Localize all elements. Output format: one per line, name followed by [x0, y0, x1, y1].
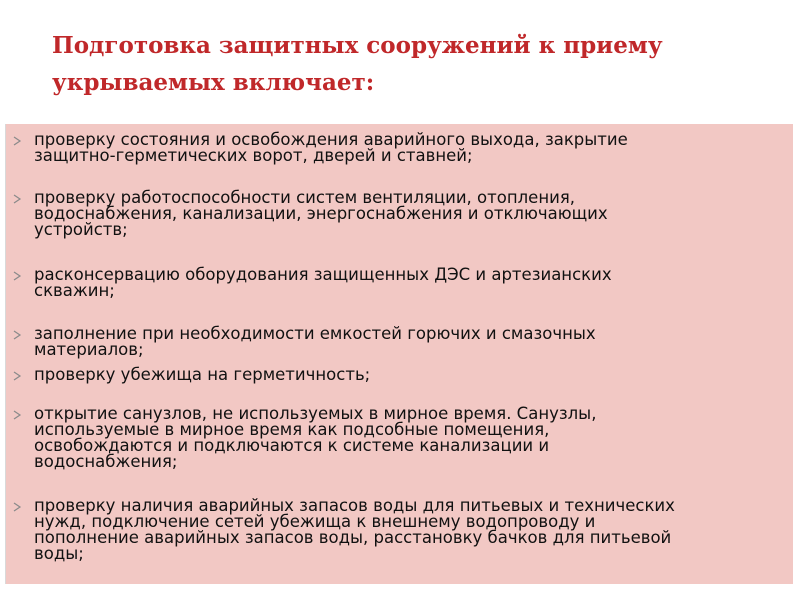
bullet-text: проверку убежища на герметичность; [34, 365, 371, 384]
bullet-marker-icon [12, 502, 22, 512]
bullet-text: проверку работоспособности систем вентиляции, отопления, водоснабжения, канализации, энергоснабжения и отключающих устройств; [34, 188, 608, 239]
bullet-text: проверку наличия аварийных запасов воды для питьевых и технических нужд, подключение сетей убежища к внешнему водопроводу и пополнение аварийных запасов воды, расстановку бачков для питьевой воды; [34, 496, 675, 563]
slide-title: Подготовка защитных сооружений к приему укрываемых включает: [52, 32, 663, 96]
content-panel [5, 124, 793, 584]
bullet-text: расконсервацию оборудования защищенных ДЭС и артезианских скважин; [34, 265, 612, 300]
bullet-text: открытие санузлов, не используемых в мирное время. Санузлы, используемые в мирное время как подсобные помещения, освобождаются и подключаются к системе канализации и водоснабжения; [34, 404, 597, 471]
bullet-text: проверку состояния и освобождения аварийного выхода, закрытие защитно-герметических ворот, дверей и ставней; [34, 130, 628, 165]
bullet-marker-icon [12, 371, 22, 381]
bullet-text: заполнение при необходимости емкостей горючих и смазочных материалов; [34, 324, 596, 359]
bullet-marker-icon [12, 194, 22, 204]
bullet-marker-icon [12, 271, 22, 281]
bullet-marker-icon [12, 330, 22, 340]
bullet-marker-icon [12, 410, 22, 420]
bullet-marker-icon [12, 136, 22, 146]
